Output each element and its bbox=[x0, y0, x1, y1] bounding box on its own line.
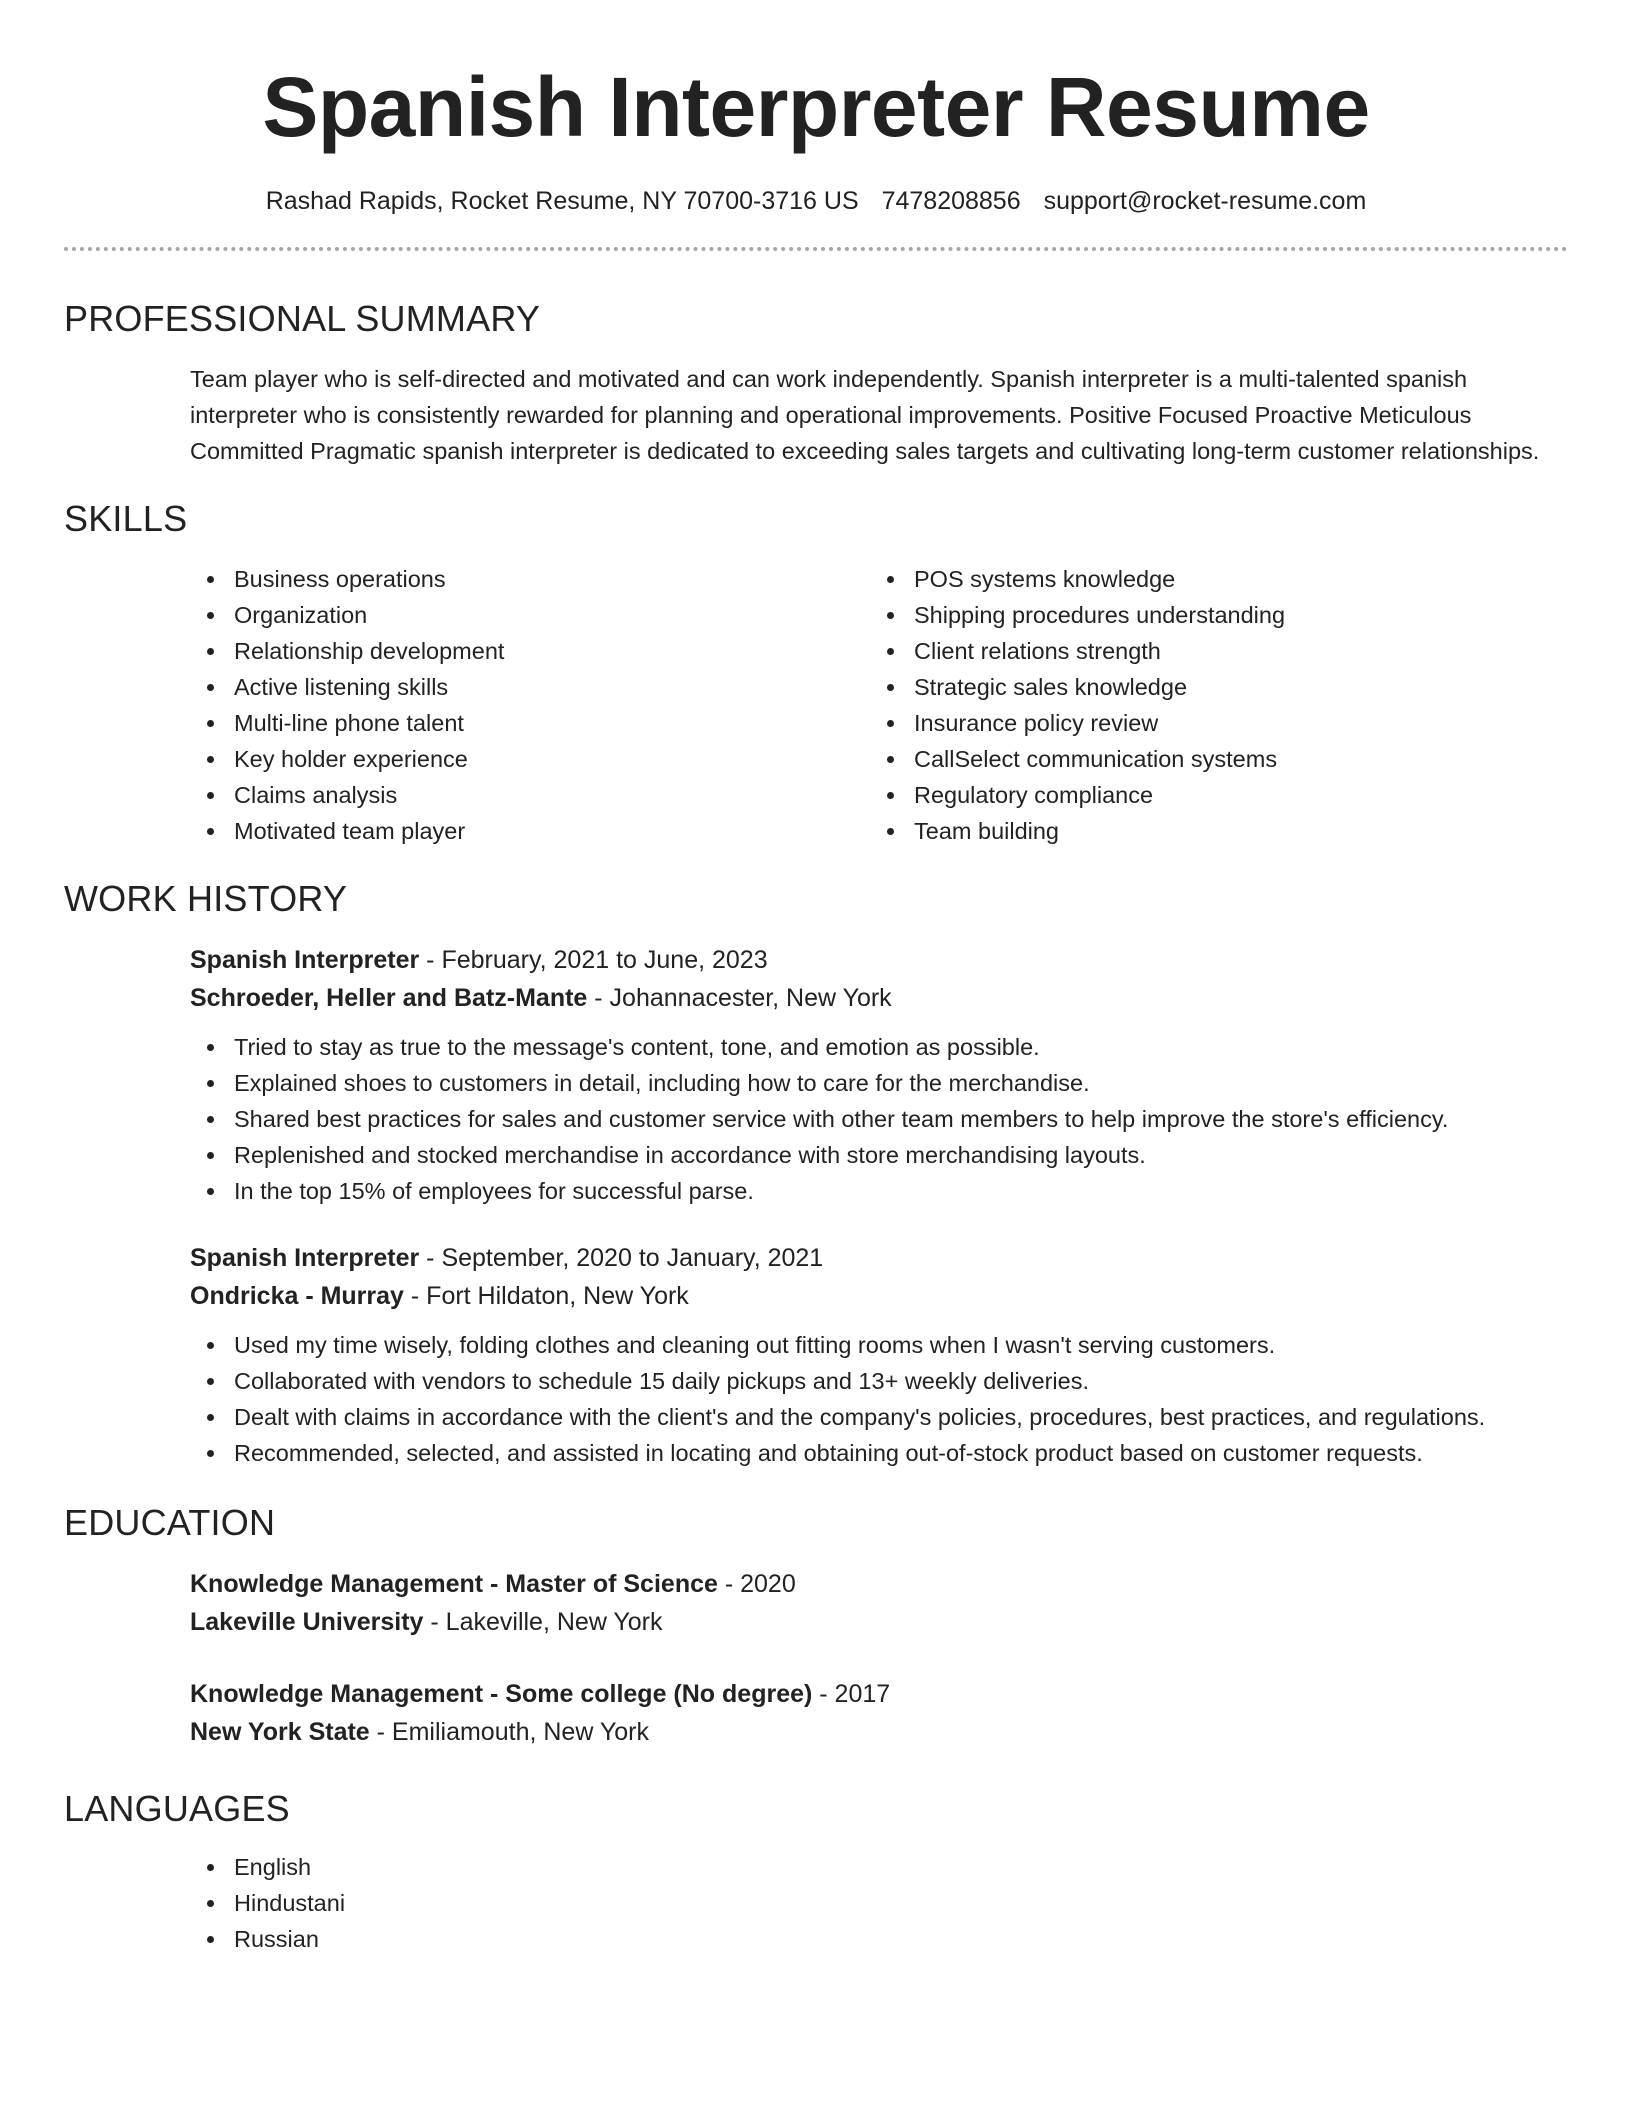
job-company-line bbox=[190, 1277, 1568, 1315]
education-entry bbox=[190, 1675, 1568, 1751]
job-title-line bbox=[190, 941, 1568, 979]
skill-item: Business operations bbox=[190, 561, 870, 597]
languages-heading: LANGUAGES bbox=[64, 1788, 290, 1829]
education-location: - Lakeville, New York bbox=[423, 1608, 663, 1636]
education-body bbox=[190, 1565, 1568, 1751]
resume-page bbox=[64, 0, 1568, 1957]
job-company: Ondricka - Murray bbox=[190, 1282, 404, 1310]
education-year: - 2017 bbox=[812, 1680, 891, 1708]
job-company: Schroeder, Heller and Batz-Mante bbox=[190, 984, 588, 1012]
education-school: Lakeville University bbox=[190, 1608, 424, 1636]
summary-text: Team player who is self-directed and motivated and can work independently. Spanish interpreter is a multi-talented spanish interpreter who is consistently rewarded for planning and operational improvements. Positive Focused Proactive Meticulous Committed Pragmatic spanish interpreter is dedicated to exceeding sales targets and cultivating long-term customer relationships. bbox=[190, 366, 1540, 464]
skill-item: POS systems knowledge bbox=[870, 561, 1550, 597]
skill-item: Regulatory compliance bbox=[870, 777, 1550, 813]
job-title-line bbox=[190, 1239, 1568, 1277]
job-entry bbox=[190, 1239, 1568, 1471]
skills-column-left bbox=[190, 561, 870, 849]
job-location: - Fort Hildaton, New York bbox=[403, 1282, 689, 1310]
skill-item: Insurance policy review bbox=[870, 705, 1550, 741]
job-duties bbox=[190, 1327, 1568, 1471]
education-school-line bbox=[190, 1603, 1568, 1641]
job-title: Spanish Interpreter bbox=[190, 1244, 420, 1272]
work-history-section bbox=[64, 877, 1568, 1471]
skill-item: Shipping procedures understanding bbox=[870, 597, 1550, 633]
education-section bbox=[64, 1501, 1568, 1751]
job-duty: In the top 15% of employees for successful parse. bbox=[190, 1173, 1568, 1209]
skills-grid bbox=[190, 561, 1568, 849]
job-duty: Shared best practices for sales and customer service with other team members to help improve the store's efficiency. bbox=[190, 1101, 1568, 1137]
language-item: English bbox=[190, 1849, 1568, 1885]
job-duty: Replenished and stocked merchandise in accordance with store merchandising layouts. bbox=[190, 1137, 1568, 1173]
job-location: - Johannacester, New York bbox=[587, 984, 892, 1012]
job-duty: Tried to stay as true to the message's content, tone, and emotion as possible. bbox=[190, 1029, 1568, 1065]
job-dates: - September, 2020 to January, 2021 bbox=[419, 1244, 824, 1272]
skills-column-right bbox=[870, 561, 1550, 849]
skill-item: Motivated team player bbox=[190, 813, 870, 849]
job-entry bbox=[190, 941, 1568, 1209]
education-degree: Knowledge Management - Master of Science bbox=[190, 1570, 718, 1598]
job-duty: Used my time wisely, folding clothes and cleaning out fitting rooms when I wasn't serving customers. bbox=[190, 1327, 1568, 1363]
languages-body bbox=[190, 1849, 1568, 1957]
skill-item: Client relations strength bbox=[870, 633, 1550, 669]
skill-item: Active listening skills bbox=[190, 669, 870, 705]
education-degree: Knowledge Management - Some college (No degree) bbox=[190, 1680, 813, 1708]
education-location: - Emiliamouth, New York bbox=[369, 1718, 649, 1746]
work-history-body bbox=[190, 941, 1568, 1471]
header-divider bbox=[64, 247, 1568, 251]
skill-item: CallSelect communication systems bbox=[870, 741, 1550, 777]
education-degree-line bbox=[190, 1675, 1568, 1713]
education-entry bbox=[190, 1565, 1568, 1641]
skill-item: Organization bbox=[190, 597, 870, 633]
languages-section bbox=[64, 1787, 1568, 1957]
job-company-line bbox=[190, 979, 1568, 1017]
job-duties bbox=[190, 1029, 1568, 1209]
skills-section bbox=[64, 497, 1568, 849]
language-item: Russian bbox=[190, 1921, 1568, 1957]
summary-heading: PROFESSIONAL SUMMARY bbox=[64, 298, 541, 339]
skill-item: Key holder experience bbox=[190, 741, 870, 777]
job-duty: Recommended, selected, and assisted in locating and obtaining out-of-stock product based on customer requests. bbox=[190, 1435, 1568, 1471]
summary-body bbox=[190, 361, 1568, 469]
education-year: - 2020 bbox=[717, 1570, 796, 1598]
education-school-line bbox=[190, 1713, 1568, 1751]
education-school: New York State bbox=[190, 1718, 370, 1746]
job-title: Spanish Interpreter bbox=[190, 946, 420, 974]
language-item: Hindustani bbox=[190, 1885, 1568, 1921]
contact-email: support@rocket-resume.com bbox=[1043, 187, 1367, 215]
skill-item: Strategic sales knowledge bbox=[870, 669, 1550, 705]
skill-item: Multi-line phone talent bbox=[190, 705, 870, 741]
job-duty: Collaborated with vendors to schedule 15 daily pickups and 13+ weekly deliveries. bbox=[190, 1363, 1568, 1399]
contact-line bbox=[64, 184, 1568, 218]
languages-list bbox=[190, 1849, 1568, 1957]
skill-item: Team building bbox=[870, 813, 1550, 849]
page-title: Spanish Interpreter Resume bbox=[262, 60, 1370, 154]
job-dates: - February, 2021 to June, 2023 bbox=[419, 946, 768, 974]
work-history-heading: WORK HISTORY bbox=[64, 878, 348, 919]
job-duty: Dealt with claims in accordance with the client's and the company's policies, procedures, best practices, and regulations. bbox=[190, 1399, 1568, 1435]
job-duty: Explained shoes to customers in detail, including how to care for the merchandise. bbox=[190, 1065, 1568, 1101]
contact-phone: 7478208856 bbox=[881, 187, 1021, 215]
contact-address: Rashad Rapids, Rocket Resume, NY 70700-3716 US bbox=[265, 187, 859, 215]
education-degree-line bbox=[190, 1565, 1568, 1603]
skills-heading: SKILLS bbox=[64, 498, 188, 539]
education-heading: EDUCATION bbox=[64, 1502, 276, 1543]
skill-item: Claims analysis bbox=[190, 777, 870, 813]
summary-section bbox=[64, 297, 1568, 469]
skill-item: Relationship development bbox=[190, 633, 870, 669]
